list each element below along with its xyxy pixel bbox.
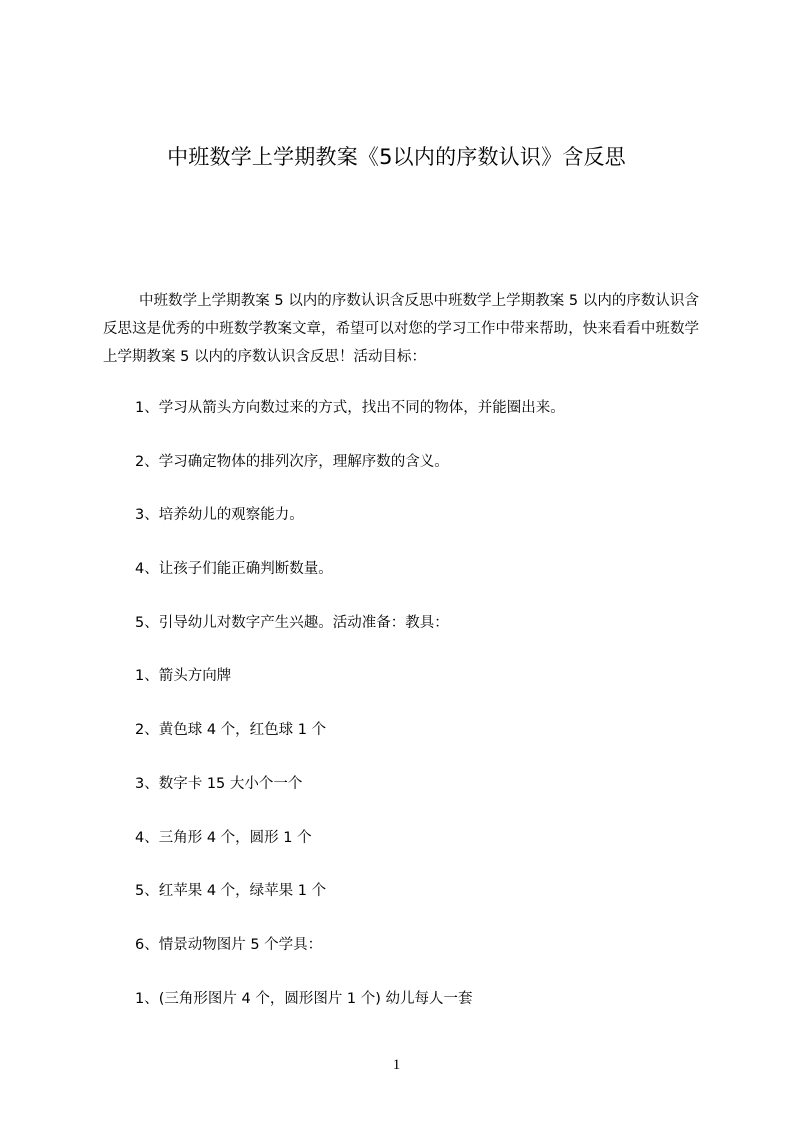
list-item: 2、黄色球 4 个，红色球 1 个 — [135, 722, 327, 739]
page-number: 1 — [392, 1057, 401, 1073]
list-item: 4、让孩子们能正确判断数量。 — [135, 561, 333, 578]
list-item: 3、数字卡 15 大小个一个 — [135, 775, 303, 792]
list-item: 1、学习从箭头方向数过来的方式，找出不同的物体，并能圈出来。 — [135, 400, 565, 416]
list-item: 5、引导幼儿对数字产生兴趣。活动准备：教具： — [135, 614, 449, 631]
intro-paragraph: 中班数学上学期教案 5 以内的序数认识含反思中班数学上学期教案 5 以内的序数认识含反思这是优秀的中班数学教案文章，希望可以对您的学习工作中带来帮助，快来看看中班数学上学期教案 5 以内的序数认识含反思！活动目标： — [103, 293, 699, 365]
list-item: 4、三角形 4 个，圆形 1 个 — [135, 829, 312, 846]
list-item: 6、情景动物图片 5 个学具： — [135, 936, 323, 953]
list-item: 2、学习确定物体的排列次序，理解序数的含义。 — [135, 453, 449, 470]
list-item: 1、箭头方向牌 — [135, 668, 232, 685]
document-title: 中班数学上学期教案《5以内的序数认识》含反思 — [167, 145, 626, 169]
content-list — [135, 396, 695, 1040]
list-item: 1、(三角形图片 4 个，圆形图片 1 个) 幼儿每人一套 — [135, 990, 473, 1007]
list-item: 5、红苹果 4 个，绿苹果 1 个 — [135, 883, 327, 900]
list-item: 3、培养幼儿的观察能力。 — [135, 507, 304, 524]
